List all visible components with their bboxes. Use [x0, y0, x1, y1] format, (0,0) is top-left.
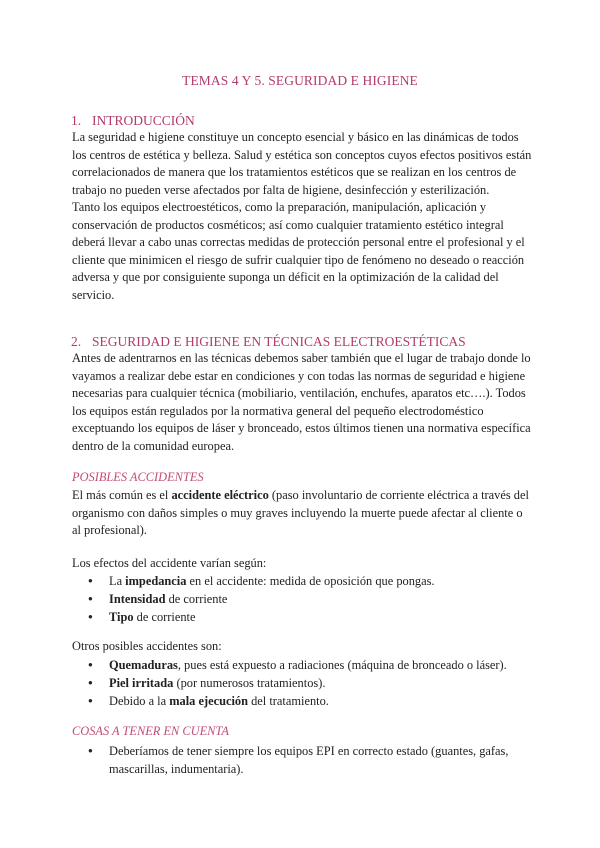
section-2-number: 2.	[71, 334, 82, 349]
list-item	[72, 656, 532, 674]
efectos-label	[72, 555, 532, 573]
item-pre: La	[109, 574, 126, 588]
list-item	[72, 674, 532, 692]
section-1-title: INTRODUCCIÓN	[92, 113, 195, 128]
list-item	[72, 590, 532, 608]
accidente-electrico-term: accidente eléctrico	[171, 488, 269, 502]
otros-label-text: Otros posibles accidentes son:	[72, 639, 222, 653]
item-bold: Piel irritada	[109, 676, 174, 690]
list-item: ● Deberíamos de tener siempre los equipos EPI en correcto estado (guantes, gafas, mascarillas, indumentaria).	[72, 742, 532, 778]
posibles-intro	[72, 487, 532, 540]
section-2-title: SEGURIDAD E HIGIENE EN TÉCNICAS ELECTROESTÉTICAS	[92, 334, 466, 349]
posibles-accidentes-heading: POSIBLES ACCIDENTES	[72, 470, 204, 484]
item-bold: impedancia	[125, 574, 187, 588]
efectos-list	[72, 572, 532, 626]
item-bold: Quemaduras	[109, 658, 178, 672]
section-2-heading	[71, 334, 466, 350]
efectos-label-text: Los efectos del accidente varían según:	[72, 556, 267, 570]
otros-list	[72, 656, 532, 710]
otros-label	[72, 638, 532, 656]
intro-paragraph-1: La seguridad e higiene constituye un concepto esencial y básico en las dinámicas de todos los centros de estética y belleza. Salud y estética son conceptos cuyos efectos positivos están correlacionados de manera que los tratamientos estéticos que se realizan en los centros de trabajo no pueden verse afectados por falta de higiene, desinfección y esterilización.	[72, 130, 532, 197]
item-post: de corriente	[133, 610, 196, 624]
list-item	[72, 608, 532, 626]
document-title: TEMAS 4 Y 5. SEGURIDAD E HIGIENE	[182, 73, 418, 88]
item-post: de corriente	[165, 592, 228, 606]
section-1-number: 1.	[71, 113, 82, 128]
section-1-heading	[71, 113, 195, 129]
cosas-heading: COSAS A TENER EN CUENTA	[72, 724, 229, 738]
item-bold: Intensidad	[109, 592, 166, 606]
posibles-intro-a: El más común es el	[72, 488, 172, 502]
item-post: , pues está expuesto a radiaciones (máquina de bronceado o láser).	[177, 658, 507, 672]
item-post: en el accidente: medida de oposición que pongas.	[186, 574, 435, 588]
item-bold: mala ejecución	[169, 694, 249, 708]
item-post: (por numerosos tratamientos).	[173, 676, 326, 690]
list-item	[72, 572, 532, 590]
list-item	[72, 692, 532, 710]
section-1-body	[72, 129, 532, 304]
item-bold: Tipo	[109, 610, 134, 624]
section-2-paragraph: Antes de adentrarnos en las técnicas debemos saber también que el lugar de trabajo donde lo vayamos a realizar debe estar en condiciones y con todas las normas de seguridad e higiene necesarias para cualquier técnica (mobiliario, ventilación, enchufes, aparatos etc….). Todos los equipos están regulados por la normativa general del pequeño electrodoméstico exceptuando los equipos de láser y bronceado, estos últimos tienen una normativa específica dentro de la comunidad europea.	[72, 351, 531, 453]
section-2-body	[72, 350, 532, 455]
item-post: del tratamiento.	[248, 694, 329, 708]
intro-paragraph-2: Tanto los equipos electroestéticos, como la preparación, manipulación, aplicación y conservación de productos cosméticos; así como cualquier tratamiento estético integral deberá llevar a cabo unas correctas medidas de protección personal entre el profesional y el cliente que minimicen el riesgo de sufrir cualquier tipo de fenómeno no deseado o reacción adversa y que por consiguiente suponga un déficit en la optimización de la calidad del servicio.	[72, 200, 525, 302]
cosas-list	[72, 742, 532, 778]
item-pre: Debido a la	[109, 694, 170, 708]
posibles-intro-b: (paso involuntario de corriente eléctrica a través del organismo con daños simples o muy graves incluyendo la muerte puede afectar al cliente o al profesional).	[72, 488, 529, 537]
